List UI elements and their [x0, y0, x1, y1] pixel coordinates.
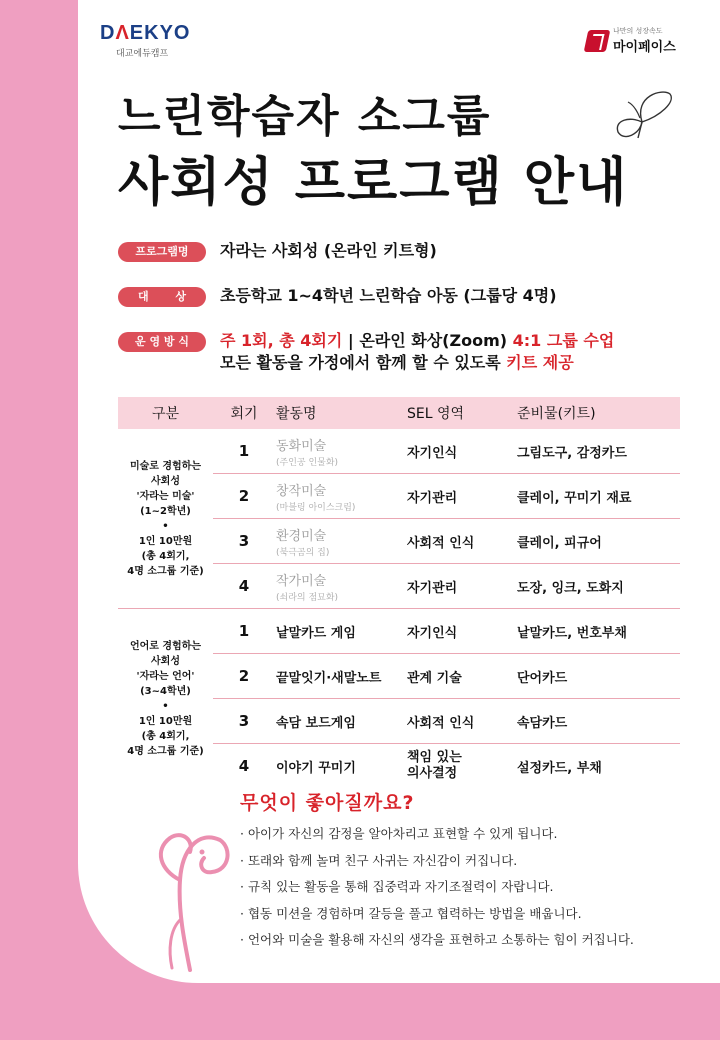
kit: 단어카드 [516, 654, 680, 699]
operation-kit: 키트 제공 [506, 353, 574, 372]
benefits-title: 무엇이 좋아질까요? [240, 792, 415, 814]
elephant-icon [150, 800, 240, 980]
sel-area: 관계 기술 [406, 654, 516, 699]
activity: 이야기 꾸미기 [276, 760, 356, 776]
sel-area: 자기인식 [406, 429, 516, 474]
header-kit: 준비물(키트) [516, 397, 680, 429]
benefit-item: · 규칙 있는 활동을 통해 집중력과 자기조절력이 자랍니다. [240, 879, 554, 894]
target-value: 초등학교 1~4학년 느린학습 아동 (그룹당 4명) [220, 286, 557, 305]
benefit-item: · 언어와 미술을 활용해 자신의 생각을 표현하고 소통하는 힘이 커집니다. [240, 932, 634, 947]
program-label: 프로그램명 [118, 242, 206, 262]
kit: 도장, 잉크, 도화지 [516, 564, 680, 609]
session-num: 2 [213, 474, 275, 519]
brand-text-start: D [100, 22, 116, 44]
butterfly-icon [612, 86, 676, 146]
kit: 낱말카드, 번호부채 [516, 609, 680, 654]
session-num: 1 [213, 429, 275, 474]
title-line-1: 느린학습자 소그룹 [118, 91, 492, 142]
sel-area: 자기인식 [406, 609, 516, 654]
activity: 동화미술 (주인공 인물화) [275, 429, 406, 474]
mypace-name: 마이페이스 [613, 40, 676, 55]
session-num: 3 [213, 519, 275, 564]
activity: 창작미술 (마블링 아이스크림) [275, 474, 406, 519]
header-activity: 활동명 [275, 397, 406, 429]
brand-text-accent: Λ [115, 22, 130, 44]
mypace-tagline: 나만의 성장속도 [613, 27, 663, 35]
session-num: 4 [213, 564, 275, 609]
operation-frequency: 주 1회, 총 4회기 [220, 331, 343, 350]
kit: 클레이, 꾸미기 재료 [516, 474, 680, 519]
operation-label: 운 영 방 식 [118, 332, 206, 352]
kit: 설정카드, 부채 [517, 760, 602, 776]
table-row [118, 429, 680, 474]
activity: 환경미술 (북극곰의 집) [275, 519, 406, 564]
benefits-list [240, 824, 634, 957]
sel-area: 사회적 인식 [406, 519, 516, 564]
kit: 그림도구, 감정카드 [516, 429, 680, 474]
program-value: 자라는 사회성 (온라인 키트형) [220, 241, 437, 260]
daekyo-sub: 대교에듀캠프 [116, 49, 169, 59]
sel-area: 책임 있는 의사결정 [407, 750, 462, 781]
sel-area: 자기관리 [406, 474, 516, 519]
mypace-logo-icon [584, 30, 611, 52]
group-art: 미술로 경험하는 사회성 '자라는 미술' (1~2학년) • 1인 10만원 (총 4회기, 4명 소그룹 기준) [118, 429, 213, 609]
header-session: 회기 [213, 397, 275, 429]
info-program [118, 240, 437, 262]
session-num: 3 [213, 699, 275, 744]
daekyo-logo [100, 22, 190, 59]
header-sel: SEL 영역 [406, 397, 516, 429]
info-target [118, 285, 557, 307]
table-header-row [118, 397, 680, 429]
sel-area: 사회적 인식 [406, 699, 516, 744]
activity: 작가미술 (쇠라의 점묘화) [275, 564, 406, 609]
activity: 끝말잇기·새말노트 [275, 654, 406, 699]
table-row [118, 609, 680, 654]
activity: 속담 보드게임 [275, 699, 406, 744]
operation-kit-desc: 모든 활동을 가정에서 함께 할 수 있도록 [220, 353, 507, 372]
info-operation [118, 330, 614, 374]
kit: 속담카드 [516, 699, 680, 744]
kit: 클레이, 피규어 [516, 519, 680, 564]
benefit-item: · 아이가 자신의 감정을 알아차리고 표현할 수 있게 됩니다. [240, 826, 558, 841]
header-category: 구분 [118, 397, 213, 429]
operation-mode: | 온라인 화상(Zoom) [342, 331, 513, 350]
session-num: 2 [213, 654, 275, 699]
activity: 낱말카드 게임 [275, 609, 406, 654]
session-num: 4 [238, 757, 250, 775]
group-language: 언어로 경험하는 사회성 '자라는 언어' (3~4학년) • 1인 10만원 (총 4회기, 4명 소그룹 기준) [127, 640, 204, 757]
session-num: 1 [213, 609, 275, 654]
brand-text-end: EKYO [129, 22, 191, 44]
benefit-item: · 또래와 함께 놀며 친구 사귀는 자신감이 커집니다. [240, 852, 518, 868]
operation-ratio: 4:1 그룹 수업 [512, 331, 615, 350]
title-line-2: 사회성 프로그램 안내 [118, 153, 629, 213]
benefit-item: · 협동 미션을 경험하며 갈등을 풀고 협력하는 방법을 배웁니다. [240, 905, 582, 921]
program-table [118, 397, 680, 788]
mypace-logo [586, 26, 676, 55]
target-label: 대 상 [118, 287, 206, 307]
sel-area: 자기관리 [406, 564, 516, 609]
